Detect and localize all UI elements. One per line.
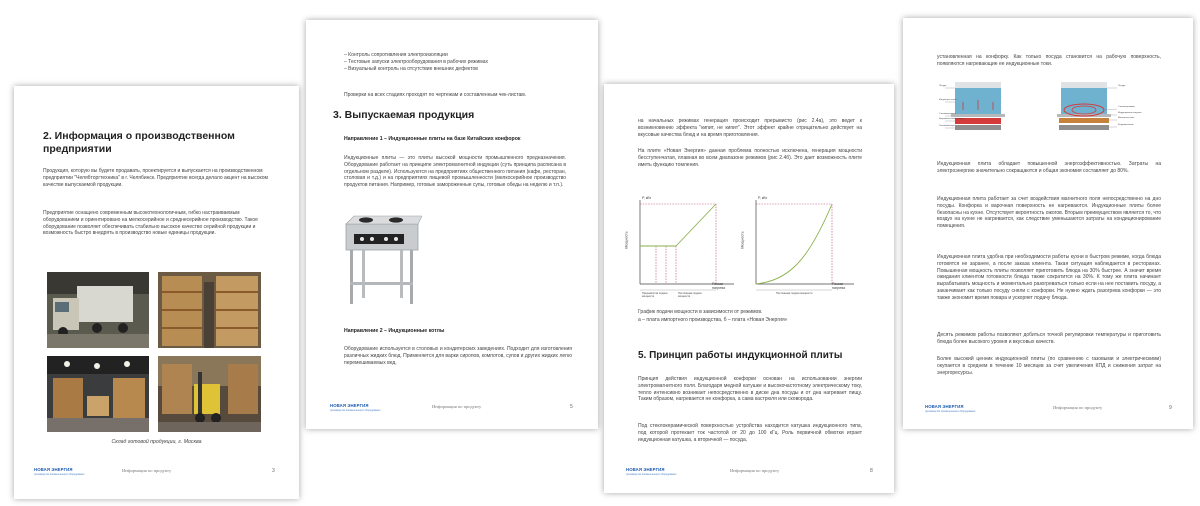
paragraph: Индукционная плита работает за счет воздействия магнитного поля непосредственно на дно посуды. Конфорка и варочная поверхность не нагреваются. Индукционные плиты более безопасны на кухне. Отсутствует вероятность ожогов. Вторым преимуществом является то, что воздух на кухне не нагревается, как следствие уменьшаются затраты на кондиционирование помещения. [937,196,1161,230]
graph-y-label: Р, кВт [642,196,652,200]
footer-logo-subtext: производство промышленного оборудования [626,473,677,476]
power-graph-b [740,196,856,302]
graph-y-axis-name: Мощность [624,231,629,249]
diagram-label: Излучение тепла [939,99,957,101]
paragraph: Десять режимов работы позволяют добиться точной регулировки температуры и приготовить блюда более высокого уровня и вкусовых качеств. [937,332,1161,345]
footer-caption: Информация по продукту [432,404,482,409]
page-8 [604,84,894,493]
page-number: 3 [272,468,275,474]
paragraph: Оборудование используется в столовых и кондитерских заведениях. Подходит для изготовления различных жидких блюд. Применяется для варки сиропов, компотов, супов и других жидких легко перемешиваемых вед. [344,346,572,366]
page-5 [306,20,598,429]
warehouse-photo-hall [47,356,149,432]
footer-logo-subtext: производство промышленного оборудования [34,473,85,476]
diagram-label: Стеклокерамика [1118,106,1135,108]
paragraph: Принцип действия индукционной конфорки основан на использовании энергии электромагнитного поля. Благодаря медной катушке и высокочастотному электрическому току, тепло интенсивно возникает непосредственно в диске дна посуды и от дна нагревает пищу. Таким образом, нагревается не конфорка, а сама кастрюля или сковорода. [638,376,862,403]
footer-logo: НОВАЯ ЭНЕРГИЯ [330,403,369,408]
paragraph: Более высокий ценник индукционной плиты (по сравнению с газовыми и электрическими) окупается в среднем в течение 10 месяцев за счет увеличения КПД и снижения затрат на энергоресурсы. [937,356,1161,376]
graph-note: Прерывистая подача мощности [642,292,668,298]
paragraph: Индукционные плиты — это плиты высокой мощности промышленного предназначения. Оборудование работает на принципе электромагнитной индукции (суть принципа расписана в отдельном разделе). Используются на предприятиях общественного питания (кафе, ресторан, столовая и т.д.) и на предприятиях пищевой промышленности (мелкосерийное производство продуктов питания. Например, готовые замороженные супы, готовые обеды на неделю и т.п.). [344,155,566,189]
diagram-label: Стеклокерамика [939,113,956,115]
diagram-label: Посуда [939,85,947,87]
footer-caption: Информация по продукту [1053,405,1103,410]
list-item: – Тестовые запуски электрооборудования в рабочих режимах [344,59,488,66]
graph-x-label: Режим нагрева [712,282,726,290]
paragraph: Индукционная плита удобна при необходимости работы кухни в быстром режиме, когда блюда готовятся не заранее, а после заказа клиента. Такая ситуация наблюдается в ресторанах. Повышенная мощность плиты позволяет приготовить блюда на 30% быстрее. А значит время ожидания клиентом готовности блюда также сократится на 30%. К тому же плита начинает вырабатывать мощность и моментально разогреваться только если на нее поставить посуду, а заканчивает как только посуду сняли с конфорки. Не нужно ждать разогрева конфорки — это также экономит время повара и ускоряет подачу блюда. [937,254,1161,301]
page-number: 9 [1169,405,1172,411]
paragraph: Индукционная плита обладает повышенной энергоэффективностью. Затраты на электроэнергию значительно сокращаются и общая экономия составляет до 80%. [937,161,1161,174]
graph-y-label: Р, кВт [758,196,768,200]
graph-note: Постоянная подача мощности [776,292,813,295]
diagram-label: Посуда [1118,85,1126,87]
diagram-label: Ферромагнетик [1118,124,1134,126]
page-9 [903,18,1193,429]
power-graph-a [624,196,736,302]
graph-caption: а – плата импортного производства, б – плата «Новая Энергия» [638,317,788,323]
footer-logo: НОВАЯ ЭНЕРГИЯ [925,404,964,409]
diagram-label: Нагревательный элемент [939,118,965,120]
footer-logo-subtext: производство промышленного оборудования [925,410,976,413]
warehouse-photo-trucks [47,272,149,348]
section-heading: 3. Выпускаемая продукция [333,109,475,121]
page-3 [14,86,299,499]
diagram-label: Теплоизоляция [939,125,955,127]
footer-caption: Информация по продукту [730,468,780,473]
page-number: 5 [570,404,573,410]
graph-caption: График подачи мощности в зависимости от режимов. [638,309,763,315]
direction-title: Направление 2 – Индукционные котлы [344,328,445,334]
bullet-list [344,52,584,74]
diagram-label: Магнитное поле [1118,117,1135,119]
induction-stove-image [340,210,422,310]
photo-caption: Склад готовой продукции, г. Москва [111,439,202,445]
section-heading: 5. Принцип работы индукционной плиты [638,350,843,361]
graph-x-label: Режим нагрева [832,282,846,290]
diagram-label: Индукционная катушка [1118,112,1142,114]
list-item: – Контроль сопротивления электроизоляции [344,52,448,58]
paragraph: Под стеклокерамической поверхностью устройства находится катушка индукционного типа, под которой протекает ток частотой от 20 до 100 кГц. Роль первичной обмотки играет индукционная катушка, а вторичной — посуда, [638,423,862,443]
list-item: – Визуальный контроль на отсутствие внешних дефектов [344,66,478,73]
page-number: 8 [870,468,873,474]
footer-logo: НОВАЯ ЭНЕРГИЯ [626,467,665,472]
section-heading: 2. Информация о производственном предприятии [43,130,235,155]
graph-y-axis-name: Мощность [740,231,745,249]
paragraph: на начальных режимах генерация происходит прерывисто (рис 2.4а), это ведет к возникновению эффекта "кипит, не кипит". Этот эффект крайне отрицательно действует на вкусовые качества блюд и на время приготовления. [638,118,862,138]
direction-title: Направление 1 – Индукционные плиты на базе Китайских конфорок [344,136,521,142]
paragraph: Продукция, которую вы будете продавать, проектируется и выпускается на производственном предприятии "Челябторгтехника" в г. Челябинск. Предприятие всегда делало акцент на высоком качестве выпускаемой продукции. [43,168,268,188]
paragraph: Проверки на всех стадиях проходят по чертежам и составленным чек-листам. [344,92,527,98]
warehouse-photo-shelves [158,272,261,348]
paragraph: На плите «Новая Энергия» данная проблема полностью исключена, генерация мощности бесступенчатая, плавная во всем диапазоне режимов (рис 2.4б). Это дает возможность плите иметь функцию томления. [638,148,862,168]
paragraph: Предприятие оснащено современным высокотехнологичным, гибко настраиваемым оборудованием и ориентировано на мелкосерийное и среднесерийное производство. Такое оборудование позволяет обеспечивать стабильно высокое качество серийной продукции и возможность быстро внедрять в производство новые единицы продукции. [43,210,258,237]
footer-caption: Информация по продукту [122,468,172,473]
graph-note: Постоянная подача мощности [678,292,702,298]
footer-logo: НОВАЯ ЭНЕРГИЯ [34,467,73,472]
heating-comparison-diagram [941,76,1159,142]
warehouse-photo-forklift [158,356,261,432]
paragraph: установленная на конфорку. Как только посуда становится на рабочую поверхность, появляются нагревающие ее индукционные токи. [937,54,1161,67]
footer-logo-subtext: производство промышленного оборудования [330,409,381,412]
